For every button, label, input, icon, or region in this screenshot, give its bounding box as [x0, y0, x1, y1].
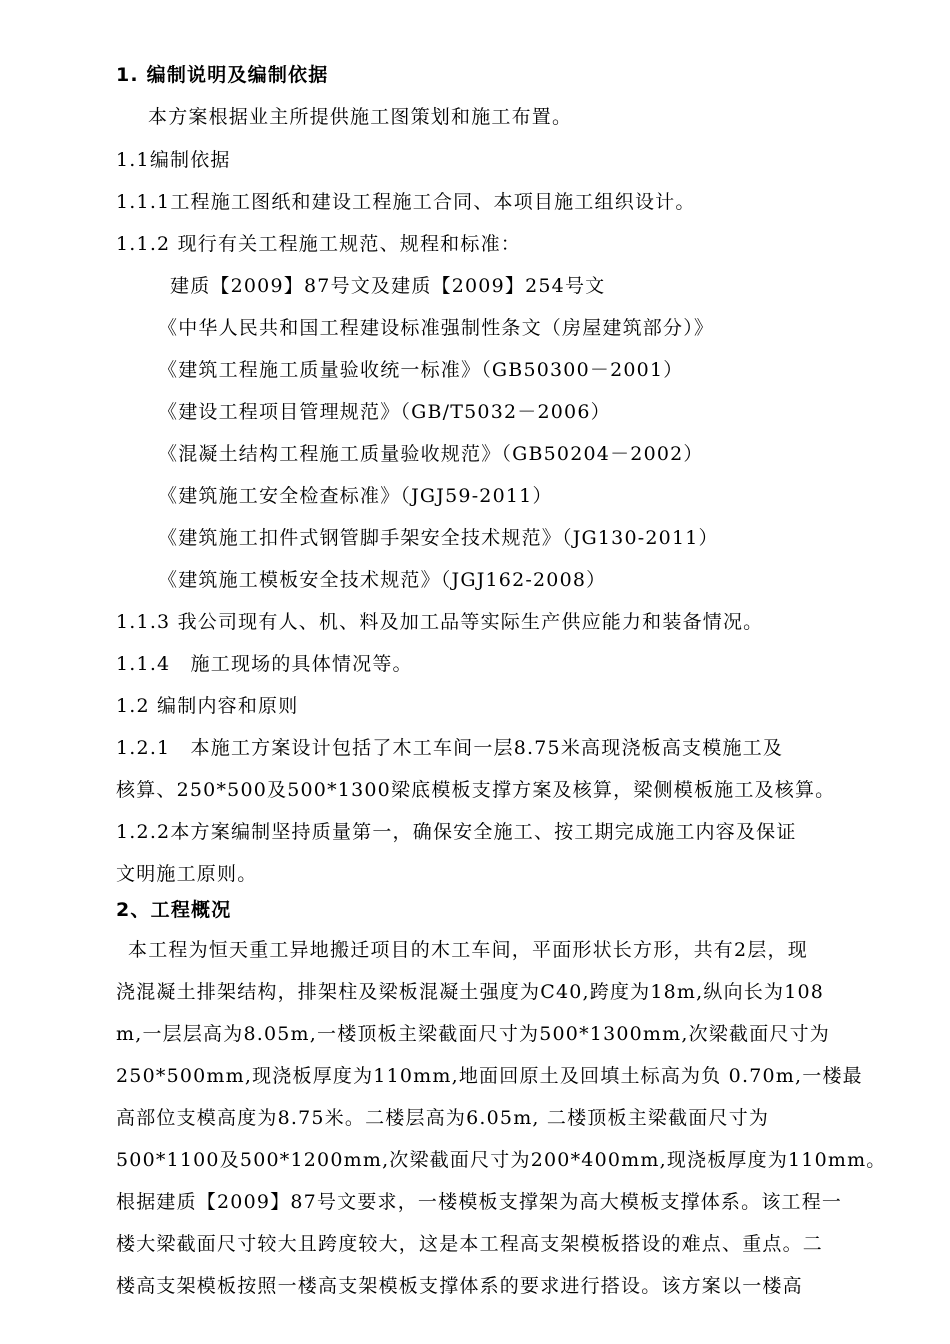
list-item-1-2-2: 1.2.2本方案编制坚持质量第一，确保安全施工、按工期完成施工内容及保证: [116, 821, 797, 843]
list-item-1-1-2: 1.1.2 现行有关工程施工规范、规程和标准：: [116, 233, 521, 255]
standard-reference: 建质【2009】87号文及建质【2009】254号文: [170, 275, 606, 297]
standard-reference: 《建筑施工模板安全技术规范》（JGJ162-2008）: [158, 569, 607, 591]
standard-reference: 《建筑施工安全检查标准》（JGJ59-2011）: [158, 485, 553, 507]
paragraph-line: 浇混凝土排架结构，排架柱及梁板混凝土强度为C40,跨度为18m,纵向长为108: [116, 981, 825, 1003]
list-item-1-1-3: 1.1.3 我公司现有人、机、料及加工品等实际生产供应能力和装备情况。: [116, 611, 764, 633]
standard-reference: 《建筑施工扣件式钢管脚手架安全技术规范》（JG130-2011）: [158, 527, 719, 549]
paragraph-line: 根据建质【2009】87号文要求，一楼模板支撑架为高大模板支撑体系。该工程一: [116, 1191, 843, 1213]
paragraph-line: 核算、250*500及500*1300梁底模板支撑方案及核算，梁侧模板施工及核算。: [116, 779, 836, 801]
paragraph-line: 500*1100及500*1200mm,次梁截面尺寸为200*400mm,现浇板厚度为110mm。: [116, 1149, 887, 1171]
standard-reference: 《中华人民共和国工程建设标准强制性条文（房屋建筑部分）》: [158, 317, 715, 339]
list-item-1-1-1: 1.1.1工程施工图纸和建设工程施工合同、本项目施工组织设计。: [116, 191, 696, 213]
standard-reference: 《混凝土结构工程施工质量验收规范》（GB50204－2002）: [158, 443, 704, 465]
paragraph-line: 本方案根据业主所提供施工图策划和施工布置。: [148, 106, 573, 128]
paragraph-line: 文明施工原则。: [116, 863, 258, 885]
list-item-1-2-1: 1.2.1 本施工方案设计包括了木工车间一层8.75米高现浇板高支模施工及: [116, 737, 784, 759]
standard-reference: 《建筑工程施工质量验收统一标准》（GB50300－2001）: [158, 359, 684, 381]
paragraph-line: 高部位支模高度为8.75米。二楼层高为6.05m, 二楼顶板主梁截面尺寸为: [116, 1107, 770, 1129]
paragraph-line: 楼大梁截面尺寸较大且跨度较大，这是本工程高支架模板搭设的难点、重点。二: [116, 1233, 824, 1255]
list-item-1-1-4: 1.1.4 施工现场的具体情况等。: [116, 653, 413, 675]
paragraph-line: 250*500mm,现浇板厚度为110mm,地面回原土及回填土标高为负 0.70m,一楼最: [116, 1065, 863, 1087]
subsection-heading-1-1: 1.1编制依据: [116, 149, 231, 171]
subsection-heading-1-2: 1.2 编制内容和原则: [116, 695, 299, 717]
section-heading-2: 2、工程概况: [116, 899, 232, 921]
paragraph-line: 楼高支架模板按照一楼高支架模板支撑体系的要求进行搭设。该方案以一楼高: [116, 1275, 803, 1297]
paragraph-line: m,一层层高为8.05m,一楼顶板主梁截面尺寸为500*1300mm,次梁截面尺寸为: [116, 1023, 831, 1045]
paragraph-line: 本工程为恒天重工异地搬迁项目的木工车间，平面形状长方形，共有2层，现: [128, 939, 808, 961]
section-heading-1: 1. 编制说明及编制依据: [116, 64, 329, 86]
standard-reference: 《建设工程项目管理规范》（GB/T5032－2006）: [158, 401, 611, 423]
